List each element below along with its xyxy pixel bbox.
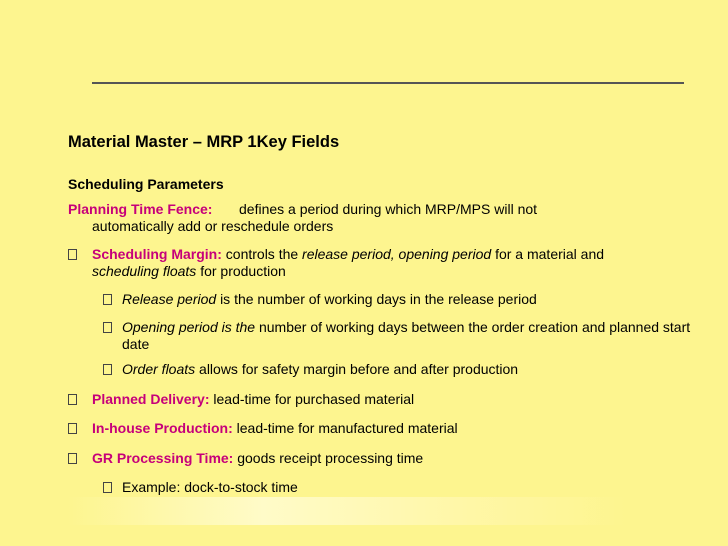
section-subtitle: Scheduling Parameters [68,176,224,192]
inhouse-production-text: lead-time for manufactured material [236,420,458,436]
release-period-text: is the number of working days in the release period [220,291,537,307]
bullet-icon [68,249,77,260]
bullet-icon [68,423,77,434]
order-floats-text: allows for safety margin before and after production [199,361,519,377]
order-floats-item [122,361,702,378]
release-period-item [122,291,702,308]
bullet-icon [68,394,77,405]
scheduling-margin-text-3: for production [200,263,286,279]
scheduling-margin-text-1: controls the [225,246,299,262]
scheduling-margin-italic-2: scheduling floats [92,263,197,279]
bullet-icon [103,294,112,305]
gr-processing-label: GR Processing Time: [92,450,234,466]
bullet-icon [103,322,112,333]
bullet-icon [103,482,112,493]
scheduling-margin-item [92,246,672,280]
bullet-icon [68,453,77,464]
opening-period-term: Opening period is the [122,319,256,335]
top-divider [92,82,684,84]
bullet-icon [103,364,112,375]
planning-time-fence-line1: defines a period during which MRP/MPS will not [239,201,538,217]
planned-delivery-item [92,391,692,408]
opening-period-text: number of working days between the order creation and planned start date [122,319,691,352]
slide-title: Material Master – MRP 1Key Fields [68,133,340,151]
gr-processing-item [92,450,692,467]
opening-period-item [122,319,692,353]
inhouse-production-item [92,420,692,437]
planning-time-fence-label: Planning Time Fence: [68,201,213,217]
planned-delivery-text: lead-time for purchased material [213,391,415,407]
planned-delivery-label: Planned Delivery: [92,391,210,407]
scheduling-margin-text-2: for a material and [495,246,605,262]
footer-gradient-band [68,497,625,525]
scheduling-margin-label: Scheduling Margin: [92,246,222,262]
example-item: Example: dock-to-stock time [122,479,298,495]
gr-processing-text: goods receipt processing time [237,450,424,466]
planning-time-fence-line2: automatically add or reschedule orders [92,218,334,234]
order-floats-term: Order floats [122,361,196,377]
inhouse-production-label: In-house Production: [92,420,233,436]
scheduling-margin-italic-1: release period, opening period [302,246,492,262]
release-period-term: Release period [122,291,217,307]
